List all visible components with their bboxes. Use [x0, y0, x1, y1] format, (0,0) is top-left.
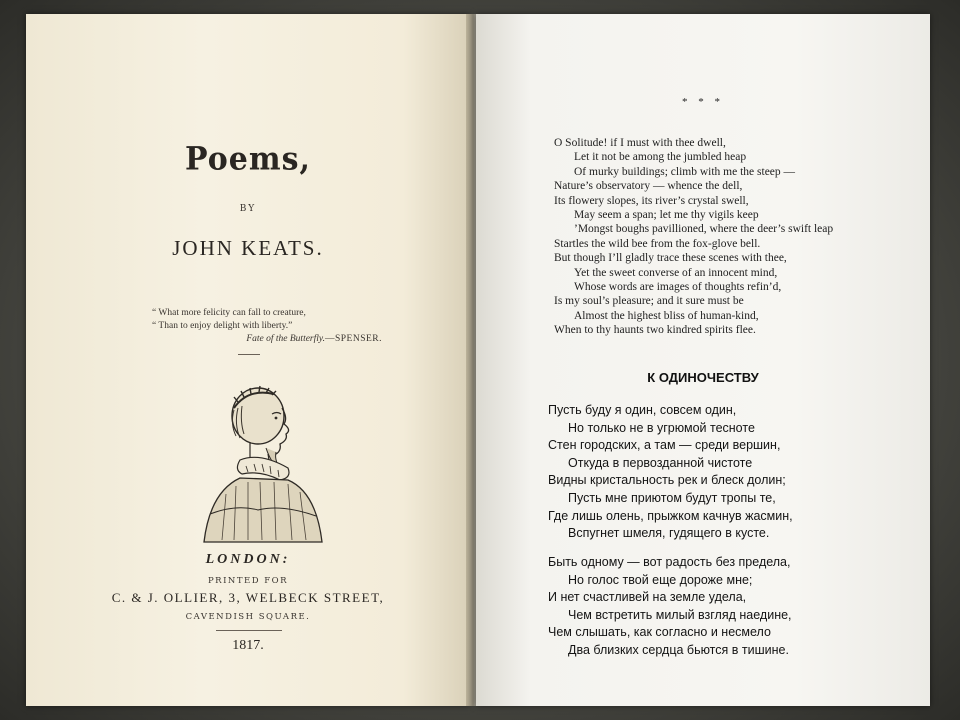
- poem-line: Пусть буду я один, совсем один,: [548, 403, 737, 417]
- book-title: Poems,: [185, 141, 311, 178]
- poem-line: Пусть мне приютом будут тропы те,: [568, 490, 776, 505]
- poem-line: Yet the sweet converse of an innocent mind,: [574, 266, 778, 279]
- russian-stanza-2: [548, 554, 918, 660]
- epigraph-author: —SPENSER.: [324, 334, 382, 344]
- poem-line: И нет счастливей на земле удела,: [548, 590, 747, 605]
- poem-line: When to thy haunts two kindred spirits flee.: [554, 324, 756, 337]
- divider: [216, 630, 282, 631]
- poem-line: Its flowery slopes, its river’s crystal swell,: [554, 194, 749, 207]
- poem-line: Чем встретить милый взгляд наедине,: [568, 607, 792, 622]
- poem-line: Быть одному — вот радость без предела,: [548, 555, 791, 569]
- poem-line: Is my soul’s pleasure; and it sure must be: [554, 295, 744, 308]
- poem-line: Startles the wild bee from the fox-glove bell.: [554, 237, 761, 250]
- printed-for: PRINTED FOR: [207, 576, 289, 586]
- publisher-address: CAVENDISH SQUARE.: [185, 612, 311, 622]
- poem-line: Но голос твой еще дороже мне;: [568, 572, 753, 587]
- title-page: [26, 14, 470, 706]
- russian-poem-title: К ОДИНОЧЕСТВУ: [647, 370, 759, 385]
- epigraph-source: Fate of the Butterfly.: [246, 334, 325, 344]
- poem-line: Видны кристальность рек и блеск долин;: [548, 473, 786, 488]
- author-name: JOHN KEATS.: [172, 236, 324, 260]
- poem-line: Два близких сердца бьются в тишине.: [568, 642, 789, 657]
- poem-line: Вспугнет шмеля, гудящего в кусте.: [568, 526, 770, 541]
- by-label: BY: [239, 204, 257, 214]
- poem-line: Откуда в первозданной чистоте: [568, 455, 753, 470]
- section-stars: * * *: [682, 96, 724, 108]
- publication-year: 1817.: [232, 638, 264, 653]
- poem-line: Nature’s observatory — whence the dell,: [554, 180, 743, 193]
- epigraph-line: “ What more felicity can fall to creature,: [152, 308, 306, 318]
- imprint-city: LONDON:: [205, 552, 291, 567]
- poem-line: Let it not be among the jumbled heap: [574, 151, 747, 164]
- poem-line: Whose words are images of thoughts refin’d,: [574, 281, 782, 294]
- epigraph-line: “ Than to enjoy delight with liberty.”: [152, 321, 293, 331]
- poem-line: But though I’ll gladly trace these scenes with thee,: [554, 252, 787, 265]
- poem-line: Стен городских, а там — среди вершин,: [548, 438, 781, 453]
- english-poem: [554, 136, 914, 338]
- epigraph: [152, 307, 392, 346]
- poem-line: Но только не в угрюмой тесноте: [568, 420, 755, 435]
- divider: [238, 354, 260, 355]
- poem-page: [476, 14, 930, 706]
- portrait-engraving-icon: [196, 374, 326, 544]
- epigraph-attribution: [152, 333, 392, 346]
- poem-line: Где лишь олень, прыжком качнув жасмин,: [548, 508, 793, 523]
- poem-line: ’Mongst boughs pavillioned, where the deer’s swift leap: [574, 223, 834, 236]
- poem-line: O Solitude! if I must with thee dwell,: [554, 137, 726, 149]
- poem-line: Чем слышать, как согласно и несмело: [548, 625, 771, 640]
- publisher: C. & J. OLLIER, 3, WELBECK STREET,: [111, 590, 385, 605]
- poem-line: Almost the highest bliss of human-kind,: [574, 309, 759, 322]
- russian-stanza-1: [548, 402, 918, 543]
- poem-line: May seem a span; let me thy vigils keep: [574, 209, 759, 222]
- poem-line: Of murky buildings; climb with me the steep —: [574, 165, 796, 178]
